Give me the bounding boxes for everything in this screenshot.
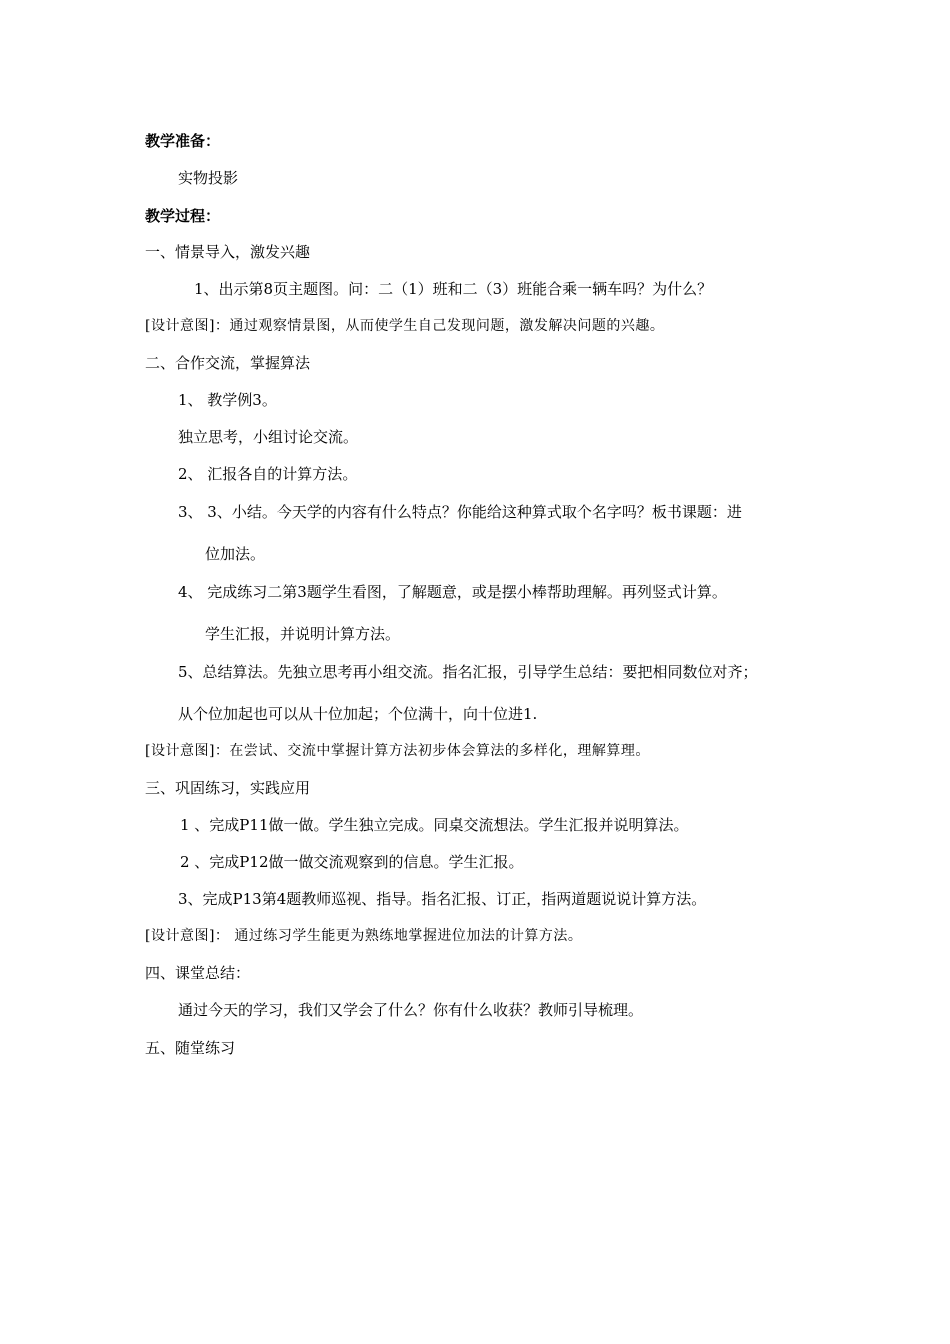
design-intent-note: [设计意图]：在尝试、交流中掌握计算方法初步体会算法的多样化，理解算理。	[145, 743, 650, 759]
text-line: 5、总结算法。先独立思考再小组交流。指名汇报，引导学生总结：要把相同数位对齐；	[178, 663, 758, 681]
section-heading-5: 五、随堂练习	[145, 1039, 236, 1057]
design-intent-note: [设计意图]：通过观察情景图，从而使学生自己发现问题，激发解决问题的兴趣。	[145, 318, 665, 334]
section-heading-2: 二、合作交流，掌握算法	[145, 354, 311, 372]
text-line: 2 、完成P12做一做交流观察到的信息。学生汇报。	[180, 853, 524, 871]
text-line: 通过今天的学习，我们又学会了什么？你有什么收获？教师引导梳理。	[178, 1001, 644, 1019]
text-line: 2、 汇报各自的计算方法。	[178, 465, 358, 483]
text-line: 独立思考，小组讨论交流。	[178, 428, 359, 446]
text-line: 3、 3、小结。今天学的内容有什么特点？你能给这种算式取个名字吗？板书课题：进	[178, 503, 742, 521]
text-line: 学生汇报，并说明计算方法。	[205, 625, 401, 643]
text-line: 1、出示第8页主题图。问：二（1）班和二（3）班能合乘一辆车吗？为什么？	[194, 280, 713, 298]
text-line: 4、 完成练习二第3题学生看图，了解题意，或是摆小棒帮助理解。再列竖式计算。	[178, 583, 727, 601]
text-line: 1、 教学例3。	[178, 391, 277, 409]
heading-teaching-process: 教学过程：	[145, 207, 221, 225]
design-intent-note: [设计意图]： 通过练习学生能更为熟练地掌握进位加法的计算方法。	[145, 928, 583, 944]
section-heading-1: 一、情景导入，激发兴趣	[145, 243, 311, 261]
section-heading-3: 三、巩固练习，实践应用	[145, 779, 311, 797]
heading-teaching-preparation: 教学准备：	[145, 132, 221, 150]
text-line: 从个位加起也可以从十位加起；个位满十，向十位进1.	[178, 705, 538, 723]
text-line: 实物投影	[178, 169, 239, 187]
text-line: 位加法。	[205, 545, 266, 563]
text-line: 1 、完成P11做一做。学生独立完成。同桌交流想法。学生汇报并说明算法。	[180, 816, 689, 834]
text-line: 3、完成P13第4题教师巡视、指导。指名汇报、订正，指两道题说说计算方法。	[178, 890, 707, 908]
section-heading-4: 四、课堂总结：	[145, 964, 251, 982]
